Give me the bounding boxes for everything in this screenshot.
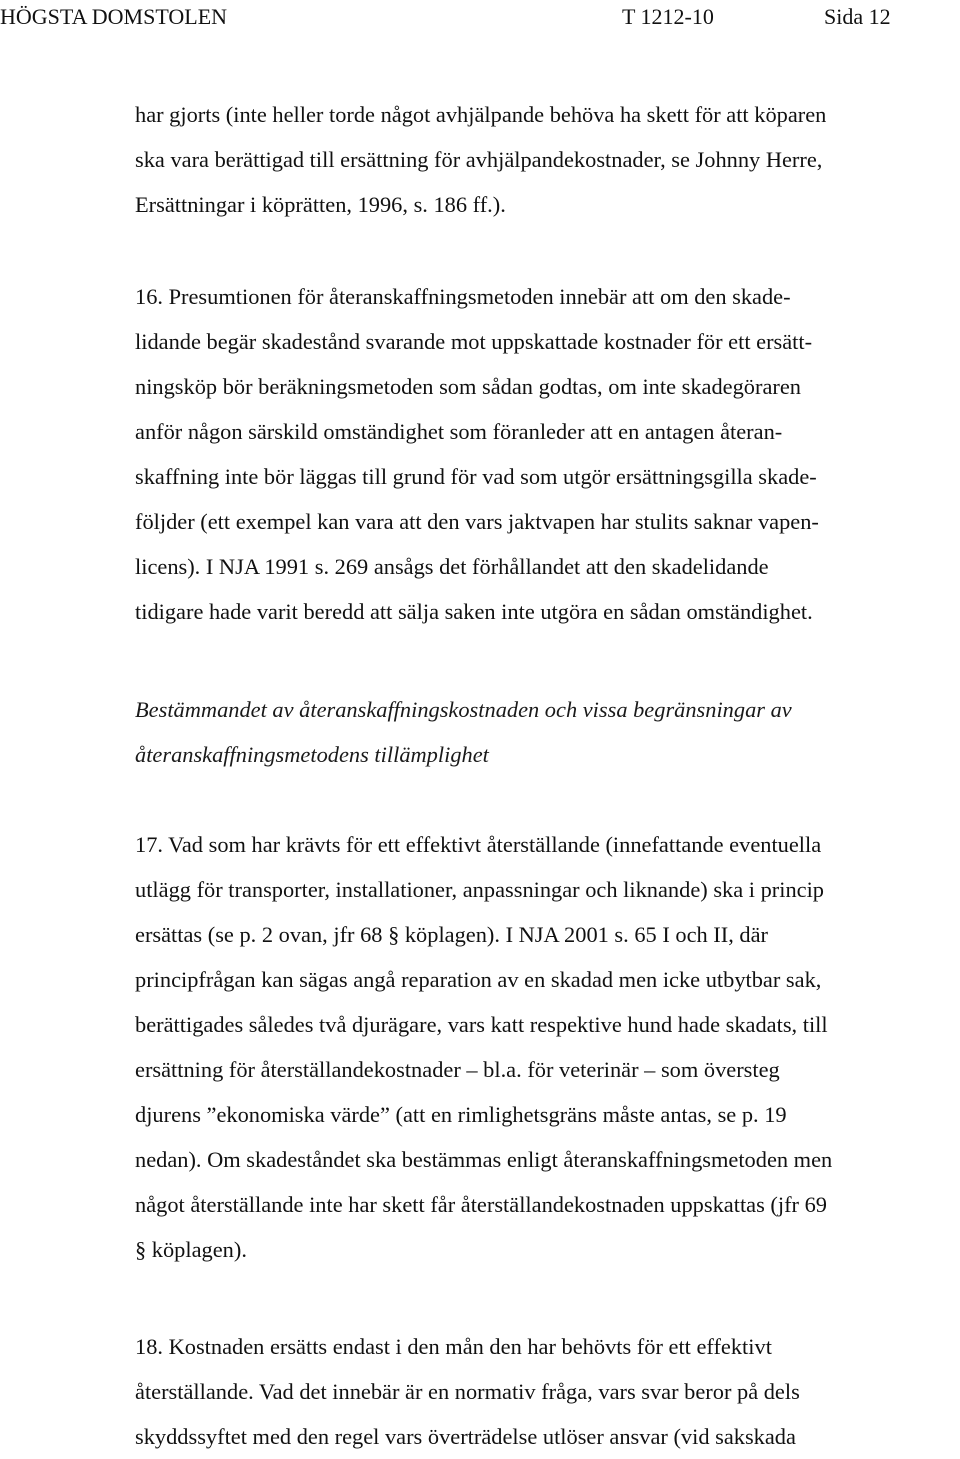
text-line: 18. Kostnaden ersätts endast i den mån den har behövts för ett effektivt bbox=[135, 1334, 772, 1359]
text-line: ersättning för återställandekostnader – bl.a. för veterinär – som översteg bbox=[135, 1057, 780, 1082]
text-line: licens). I NJA 1991 s. 269 ansågs det förhållandet att den skadelidande bbox=[135, 554, 769, 579]
text-line: återställande. Vad det innebär är en normativ fråga, vars svar beror på dels bbox=[135, 1379, 800, 1404]
text-line: tidigare hade varit beredd att sälja saken inte utgöra en sådan omständighet. bbox=[135, 599, 813, 624]
page-number: Sida 12 bbox=[824, 4, 891, 29]
text-line: ningsköp bör beräkningsmetoden som sådan godtas, om inte skadegöraren bbox=[135, 374, 801, 399]
text-line: Ersättningar i köprätten, 1996, s. 186 ff.). bbox=[135, 192, 506, 217]
text-line: har gjorts (inte heller torde något avhjälpande behöva ha skett för att köparen bbox=[135, 102, 827, 127]
case-number: T 1212-10 bbox=[622, 4, 714, 29]
text-line: anför någon särskild omständighet som föranleder att en antagen återan- bbox=[135, 419, 783, 444]
text-line: skaffning inte bör läggas till grund för vad som utgör ersättningsgilla skade- bbox=[135, 464, 817, 489]
text-line: ska vara berättigad till ersättning för avhjälpandekostnader, se Johnny Herre, bbox=[135, 147, 823, 172]
text-line: berättigades således två djurägare, vars katt respektive hund hade skadats, till bbox=[135, 1012, 828, 1037]
paragraph-16 bbox=[135, 274, 960, 634]
paragraph-continuation bbox=[135, 92, 960, 227]
text-line: följder (ett exempel kan vara att den vars jaktvapen har stulits saknar vapen- bbox=[135, 509, 819, 534]
text-line: § köplagen). bbox=[135, 1237, 247, 1262]
text-line: djurens ”ekonomiska värde” (att en rimlighetsgräns måste antas, se p. 19 bbox=[135, 1102, 787, 1127]
heading-line: återanskaffningsmetodens tillämplighet bbox=[135, 742, 489, 767]
section-heading bbox=[135, 687, 960, 777]
page-header bbox=[0, 4, 960, 30]
text-line: 17. Vad som har krävts för ett effektivt återställande (innefattande eventuella bbox=[135, 832, 822, 857]
text-line: nedan). Om skadeståndet ska bestämmas enligt återanskaffningsmetoden men bbox=[135, 1147, 833, 1172]
text-line: lidande begär skadestånd svarande mot uppskattade kostnader för ett ersätt- bbox=[135, 329, 813, 354]
heading-line: Bestämmandet av återanskaffningskostnaden och vissa begränsningar av bbox=[135, 697, 792, 722]
text-line: principfrågan kan sägas angå reparation av en skadad men icke utbytbar sak, bbox=[135, 967, 822, 992]
paragraph-18 bbox=[135, 1324, 960, 1459]
text-line: ersättas (se p. 2 ovan, jfr 68 § köplagen). I NJA 2001 s. 65 I och II, där bbox=[135, 922, 769, 947]
text-line: utlägg för transporter, installationer, anpassningar och liknande) ska i princip bbox=[135, 877, 825, 902]
paragraph-17 bbox=[135, 822, 960, 1272]
text-line: skyddssyftet med den regel vars överträdelse utlöser ansvar (vid sakskada bbox=[135, 1424, 796, 1449]
text-line: något återställande inte har skett får återställandekostnaden uppskattas (jfr 69 bbox=[135, 1192, 827, 1217]
court-name: HÖGSTA DOMSTOLEN bbox=[0, 4, 228, 29]
text-line: 16. Presumtionen för återanskaffningsmetoden innebär att om den skade- bbox=[135, 284, 791, 309]
